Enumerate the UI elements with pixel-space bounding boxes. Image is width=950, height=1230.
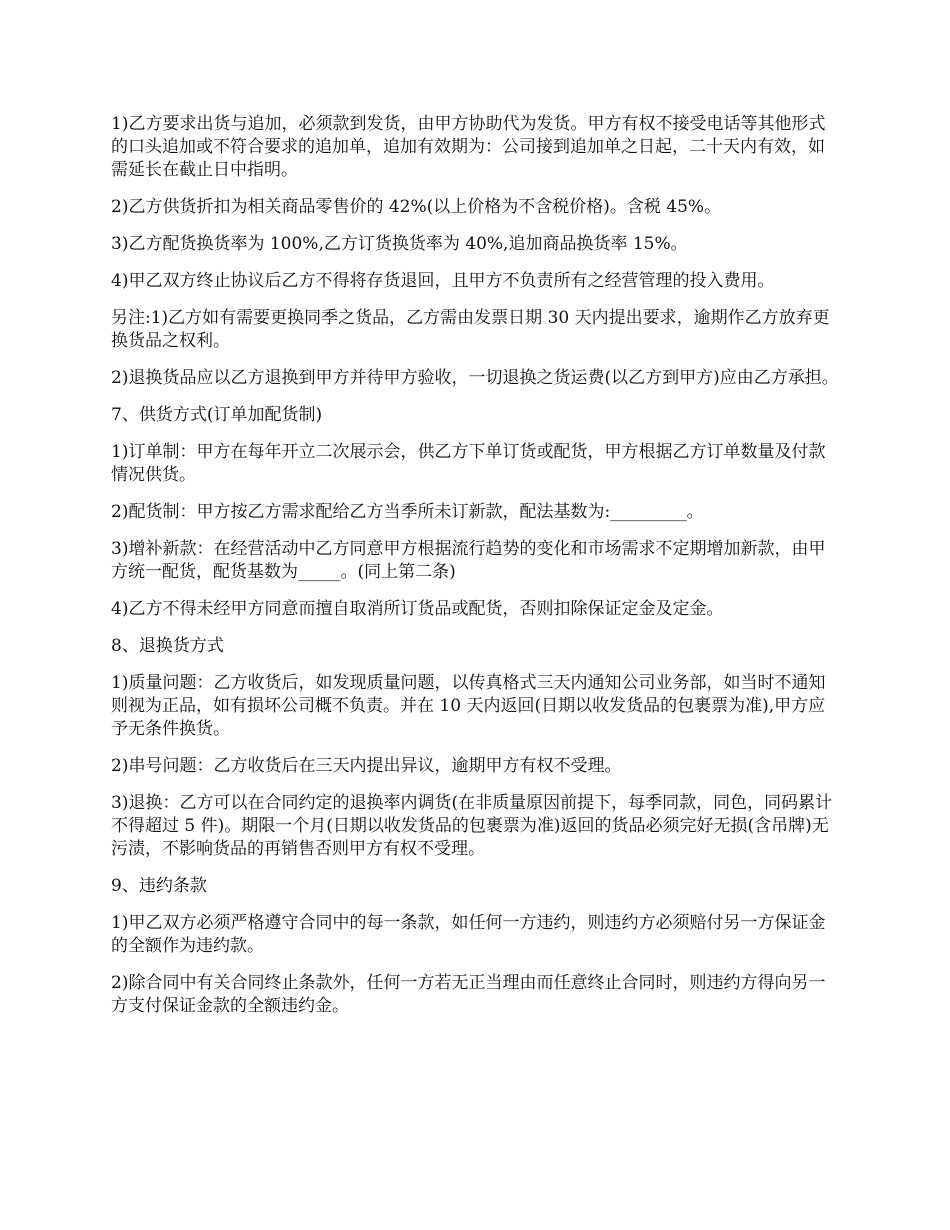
clause-paragraph: 3)增补新款：在经营活动中乙方同意甲方根据流行趋势的变化和市场需求不定期增加新款，由甲方统一配货，配货基数为_____。(同上第二条) — [111, 539, 826, 582]
clause-paragraph: 1)订单制：甲方在每年开立二次展示会，供乙方下单订货或配货，甲方根据乙方订单数量及付款情况供货。 — [111, 442, 826, 485]
note-paragraph: 另注:1)乙方如有需要更换同季之货品，乙方需由发票日期 30 天内提出要求，逾期作乙方放弃更换货品之权利。 — [111, 308, 830, 351]
section-heading: 9、违约条款 — [111, 876, 207, 896]
clause-paragraph: 1)甲乙双方必须严格遵守合同中的每一条款，如任何一方违约，则违约方必须赔付另一方保证金的全额作为违约款。 — [111, 913, 826, 956]
clause-paragraph: 4)甲乙双方终止协议后乙方不得将存货退回，且甲方不负责所有之经营管理的投入费用。 — [111, 271, 775, 291]
document-page — [111, 113, 841, 1032]
section-heading: 7、供货方式(订单加配货制) — [111, 405, 323, 425]
clause-paragraph: 2)退换货品应以乙方退换到甲方并待甲方验收，一切退换之货运费(以乙方到甲方)应由乙方承担。 — [111, 368, 839, 388]
clause-paragraph: 3)退换：乙方可以在合同约定的退换率内调货(在非质量原因前提下，每季同款，同色，同码累计不得超过 5 件)。期限一个月(日期以收发货品的包裹票为准)返回的货品必须完好无损(含吊牌)无污渍，不影响货品的再销售否则甲方有权不受理。 — [111, 793, 833, 859]
clause-paragraph: 2)串号问题：乙方收货后在三天内提出异议，逾期甲方有权不受理。 — [111, 756, 622, 776]
clause-paragraph: 4)乙方不得未经甲方同意而擅自取消所订货品或配货，否则扣除保证定金及定金。 — [111, 599, 724, 619]
section-heading: 8、退换货方式 — [111, 636, 224, 656]
clause-paragraph: 2)除合同中有关合同终止条款外，任何一方若无正当理由而任意终止合同时，则违约方得向另一方支付保证金款的全额违约金。 — [111, 973, 826, 1016]
clause-paragraph: 2)乙方供货折扣为相关商品零售价的 42%(以上价格为不含税价格)。含税 45%。 — [111, 197, 722, 217]
clause-paragraph: 3)乙方配货换货率为 100%,乙方订货换货率为 40%,追加商品换货率 15%。 — [111, 234, 688, 254]
clause-paragraph: 1)质量问题：乙方收货后，如发现质量问题，以传真格式三天内通知公司业务部，如当时不通知则视为正品，如有损坏公司概不负责。并在 10 天内返回(日期以收发货品的包裹票为准),甲方应予无条件换货。 — [111, 673, 826, 739]
clause-paragraph: 1)乙方要求出货与追加，必须款到发货，由甲方协助代为发货。甲方有权不接受电话等其他形式的口头追加或不符合要求的追加单，追加有效期为：公司接到追加单之日起，二十天内有效，如需延长在截止日中指明。 — [111, 114, 826, 180]
clause-paragraph: 2)配货制：甲方按乙方需求配给乙方当季所未订新款，配法基数为:_________。 — [111, 502, 704, 522]
